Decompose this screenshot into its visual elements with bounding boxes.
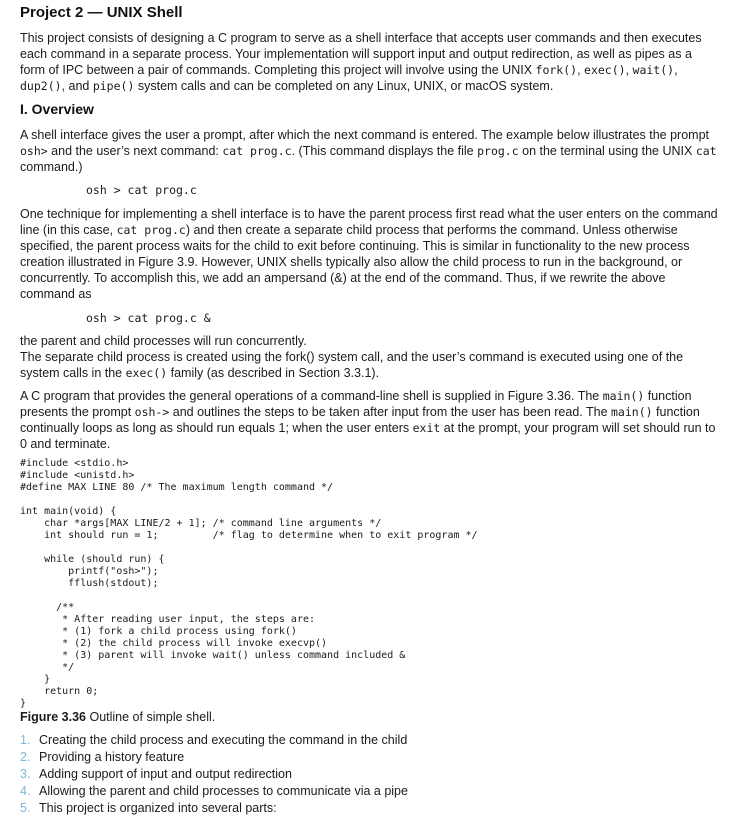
paragraph-text: . (This command displays the file bbox=[291, 144, 478, 158]
code-wait: wait() bbox=[632, 63, 675, 77]
project-parts-list bbox=[20, 732, 720, 817]
command-example-2: osh > cat prog.c & bbox=[86, 311, 211, 325]
list-item bbox=[20, 783, 720, 800]
paragraph-text: on the terminal using the UNIX bbox=[518, 144, 696, 158]
intro-text: system calls and can be completed on any Linux, UNIX, or macOS system. bbox=[134, 79, 554, 93]
inline-code: main() bbox=[602, 389, 645, 403]
code-listing: #include <stdio.h> #include <unistd.h> #define MAX LINE 80 /* The maximum length command */ int main(void) { char *args[MAX LINE/2 + 1]; /* command line arguments */ int should run = 1; /* flag to determine when to exit program */ while (should run) { printf("osh>"); fflush(stdout); /** * After reading user input, the steps are: * (1) fork a child process using fork() * (2) the child process will invoke execvp() * (3) parent will invoke wait() unless command included & */ } return 0; } bbox=[20, 458, 478, 709]
paragraph-text: function continually loops as long as should run equals 1; when the user enters bbox=[20, 405, 700, 435]
inline-code: cat prog.c bbox=[116, 223, 186, 237]
inline-code: osh> bbox=[20, 144, 48, 158]
paragraph-text: and the user’s next command: bbox=[47, 144, 223, 158]
intro-text: , bbox=[674, 63, 678, 77]
list-number: 2. bbox=[20, 750, 31, 764]
list-item bbox=[20, 800, 720, 817]
intro-text: , and bbox=[61, 79, 93, 93]
list-item bbox=[20, 732, 720, 749]
intro-text: , bbox=[577, 63, 585, 77]
paragraph-text: and outlines the steps to be taken after input from the user has been read. The bbox=[169, 405, 611, 419]
figure-label: Figure 3.36 bbox=[20, 710, 86, 724]
list-number: 5. bbox=[20, 801, 31, 815]
inline-code: prog.c bbox=[477, 144, 519, 158]
inline-code: osh-> bbox=[134, 405, 170, 419]
list-item-text: Allowing the parent and child processes to communicate via a pipe bbox=[39, 784, 408, 798]
code-pipe: pipe() bbox=[92, 79, 135, 93]
paragraph-text: A C program that provides the general operations of a command-line shell is supplied in Figure 3.36. The bbox=[20, 389, 603, 403]
figure-caption bbox=[20, 709, 215, 725]
paragraph-text: One technique for implementing a shell interface is to have the parent process first read what the user enters on the command line (in this case, bbox=[20, 207, 718, 237]
inline-code: exit bbox=[412, 421, 441, 435]
list-item-text: Providing a history feature bbox=[39, 750, 185, 764]
paragraph-text: A shell interface gives the user a prompt, after which the next command is entered. The example below illustrates the prompt bbox=[20, 128, 710, 142]
section-heading-overview: I. Overview bbox=[20, 101, 94, 117]
intro-text: This project consists of designing a C program to serve as a shell interface that accepts user commands and then executes each command in a separate process. Your implementation will support input and output redirection, as well as pipes as a form of IPC between a pair of commands. Completing this project will involve using the UNIX bbox=[20, 31, 702, 77]
list-number: 4. bbox=[20, 784, 31, 798]
paragraph-text: command.) bbox=[20, 160, 83, 174]
list-item-text: Creating the child process and executing the command in the child bbox=[39, 733, 408, 747]
overview-paragraph-4 bbox=[20, 388, 720, 452]
list-item-text: This project is organized into several parts: bbox=[39, 801, 277, 815]
code-dup2: dup2() bbox=[20, 79, 62, 93]
overview-paragraph-2 bbox=[20, 206, 720, 302]
list-item bbox=[20, 766, 720, 783]
list-number: 3. bbox=[20, 767, 31, 781]
figure-caption-text: Outline of simple shell. bbox=[86, 710, 216, 724]
paragraph-text: family (as described in Section 3.3.1). bbox=[167, 366, 380, 380]
list-number: 1. bbox=[20, 733, 31, 747]
paragraph-text: at the prompt, your program will set should run to 0 and terminate. bbox=[20, 421, 716, 451]
inline-code: cat bbox=[695, 144, 717, 158]
inline-code: cat prog.c bbox=[222, 144, 292, 158]
inline-code: exec() bbox=[125, 366, 168, 380]
paragraph-text: The separate child process is created using the fork() system call, and the user’s command is executed using one of the system calls in the bbox=[20, 350, 684, 380]
overview-paragraph-3 bbox=[20, 333, 720, 381]
command-example-1: osh > cat prog.c bbox=[86, 183, 197, 197]
intro-paragraph bbox=[20, 30, 720, 94]
paragraph-text: ) and then create a separate child process that performs the command. Unless otherwise specified, the parent process waits for the child to exit before continuing. This is similar in functionality to the new process creation illustrated in Figure 3.9. However, UNIX shells typically also allow the child process to run in the background, or concurrently. To accomplish this, we add an ampersand (&) at the end of the command. Thus, if we rewrite the above command as bbox=[20, 223, 690, 301]
code-exec: exec() bbox=[584, 63, 626, 77]
page-title: Project 2 — UNIX Shell bbox=[20, 4, 183, 21]
intro-text: , bbox=[625, 63, 633, 77]
list-item bbox=[20, 749, 720, 766]
paragraph-text: the parent and child processes will run concurrently. bbox=[20, 334, 307, 348]
overview-paragraph-1 bbox=[20, 127, 720, 175]
paragraph-text: function presents the prompt bbox=[20, 389, 692, 419]
inline-code: main() bbox=[611, 405, 653, 419]
code-fork: fork() bbox=[535, 63, 578, 77]
list-item-text: Adding support of input and output redirection bbox=[39, 767, 292, 781]
